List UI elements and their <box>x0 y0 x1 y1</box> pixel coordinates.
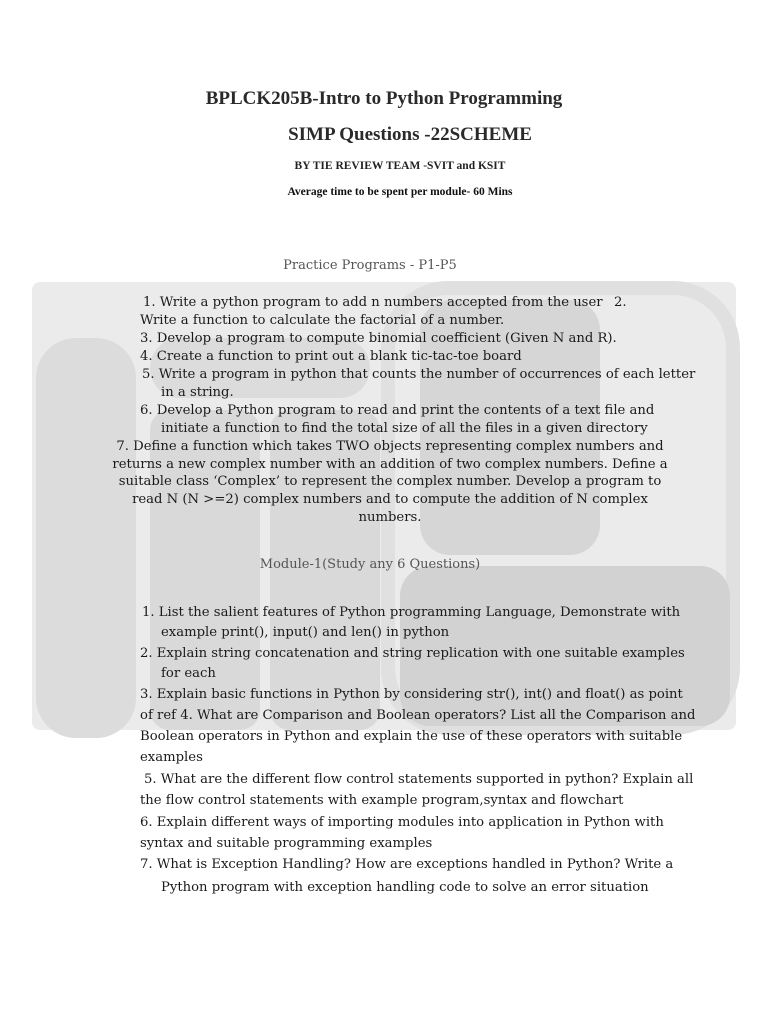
module1-heading: Module-1(Study any 6 Questions) <box>259 557 481 572</box>
list-item: 1. List the salient features of Python programming Language, Demonstrate with <box>142 605 681 620</box>
list-item: 1. Write a python program to add n numbers accepted from the user <box>143 295 603 310</box>
list-item: Write a function to calculate the factorial of a number. <box>140 313 505 328</box>
list-item: 3. Explain basic functions in Python by considering str(), int() and float() as point <box>140 687 683 702</box>
list-item: in a string. <box>161 385 234 400</box>
list-item: 6. Explain different ways of importing modules into application in Python with <box>140 815 664 830</box>
list-item: Python program with exception handling code to solve an error situation <box>161 880 649 895</box>
list-item: Boolean operators in Python and explain the use of these operators with suitable <box>140 729 683 744</box>
list-item: 7. What is Exception Handling? How are exceptions handled in Python? Write a <box>140 857 674 872</box>
list-item: of ref 4. What are Comparison and Boolean operators? List all the Comparison and <box>140 708 696 723</box>
team-credit: BY TIE REVIEW TEAM -SVIT and KSIT <box>294 160 506 172</box>
list-item: numbers. <box>358 510 422 525</box>
list-item: examples <box>140 750 203 765</box>
list-item: initiate a function to find the total size of all the files in a given directory <box>161 421 648 436</box>
list-item: for each <box>161 666 216 681</box>
list-item: example print(), input() and len() in python <box>161 625 450 640</box>
time-note: Average time to be spent per module- 60 Mins <box>287 186 513 198</box>
practice-heading: Practice Programs - P1-P5 <box>283 258 457 273</box>
list-item: the flow control statements with example program,syntax and flowchart <box>140 793 624 808</box>
list-item: 4. Create a function to print out a blank tic-tac-toe board <box>140 349 522 364</box>
list-item: 2. Explain string concatenation and string replication with one suitable examples <box>140 646 685 661</box>
list-item: read N (N >=2) complex numbers and to compute the addition of N complex <box>132 492 648 507</box>
course-title: BPLCK205B-Intro to Python Programming <box>205 88 563 109</box>
list-item: syntax and suitable programming examples <box>140 836 433 851</box>
subtitle: SIMP Questions -22SCHEME <box>288 124 532 145</box>
list-item: 5. What are the different flow control statements supported in python? Explain all <box>144 772 694 787</box>
list-item: 5. Write a program in python that counts the number of occurrences of each letter <box>142 367 696 382</box>
list-item: 2. <box>614 295 627 310</box>
list-item: 7. Define a function which takes TWO objects representing complex numbers and <box>116 439 664 454</box>
list-item: returns a new complex number with an addition of two complex numbers. Define a <box>112 457 668 472</box>
list-item: 3. Develop a program to compute binomial coefficient (Given N and R). <box>140 331 617 346</box>
list-item: suitable class ‘Complex’ to represent the complex number. Develop a program to <box>118 474 662 489</box>
list-item: 6. Develop a Python program to read and print the contents of a text file and <box>140 403 655 418</box>
